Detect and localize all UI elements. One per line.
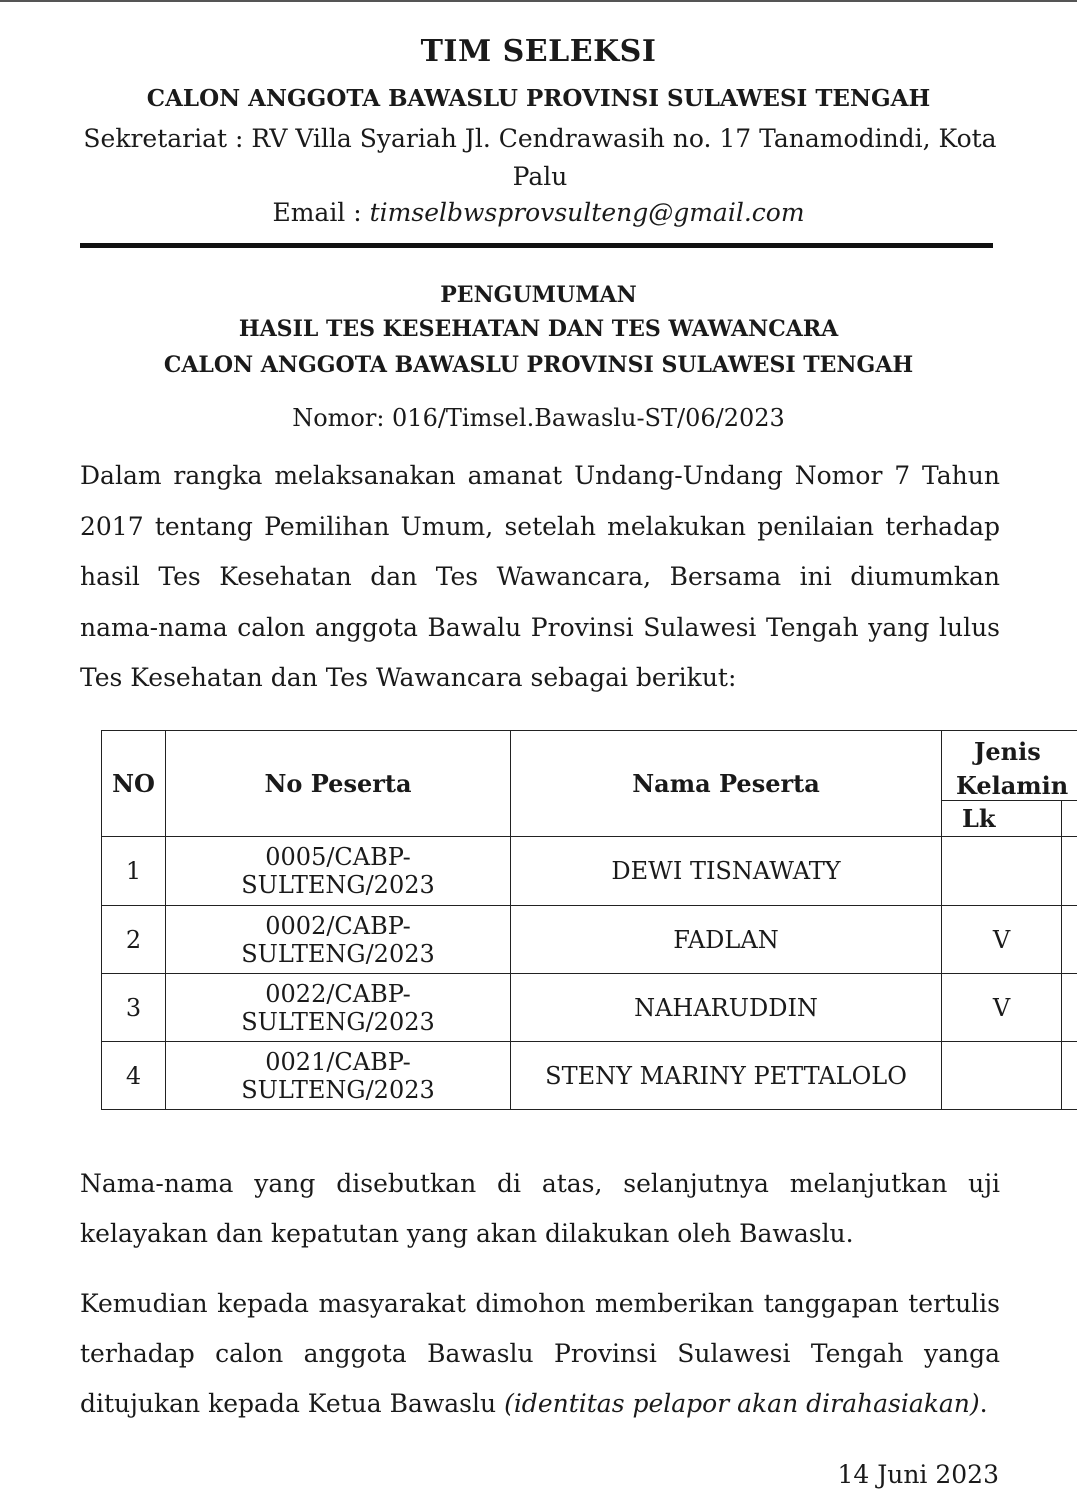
header-subtitle: CALON ANGGOTA BAWASLU PROVINSI SULAWESI TENGAH	[146, 85, 931, 112]
table-subheader-row	[102, 801, 1077, 837]
cell-nama: STENY MARINY PETTALOLO	[511, 1042, 942, 1110]
header-nama-peserta: Nama Peserta	[511, 731, 942, 837]
header-no-peserta: No Peserta	[166, 731, 511, 837]
intro-paragraph: Dalam rangka melaksanakan amanat Undang-Undang Nomor 7 Tahun 2017 tentang Pemilihan Umum, setelah melakukan penilaian terhadap hasil Tes Kesehatan dan Tes Wawancara, Bersama ini diumumkan nama-nama calon anggota Bawalu Provinsi Sulawesi Tengah yang lulus Tes Kesehatan dan Tes Wawancara sebagai berikut:	[80, 461, 1000, 692]
peserta-line-2: SULTENG/2023	[241, 871, 435, 899]
peserta-line-2: SULTENG/2023	[241, 939, 435, 968]
header-no: NO	[102, 731, 166, 837]
cell-no: 2	[102, 906, 166, 974]
cell-no: 4	[102, 1042, 166, 1110]
announcement-title: PENGUMUMAN	[440, 282, 637, 308]
cell-no: 3	[102, 974, 166, 1042]
cell-no-peserta	[166, 974, 511, 1042]
cell-no-peserta	[166, 837, 511, 906]
cell-lk	[942, 1042, 1062, 1110]
header-address: Sekretariat : RV Villa Syariah Jl. Cendrawasih no. 17 Tanamodindi, Kota Palu	[83, 124, 997, 191]
peserta-line-2: SULTENG/2023	[241, 1075, 435, 1104]
public-response-paragraph	[80, 1279, 1000, 1429]
followup-paragraph: Nama-nama yang disebutkan di atas, selanjutnya melanjutkan uji kelayakan dan kepatutan yang akan dilakukan oleh Bawaslu.	[80, 1169, 1000, 1248]
cell-no-peserta	[166, 1042, 511, 1110]
cell-nama: NAHARUDDIN	[511, 974, 942, 1042]
table-row	[102, 837, 1077, 906]
cell-lk	[942, 837, 1062, 906]
peserta-line-1: 0005/CABP-	[265, 843, 411, 871]
email-label: Email :	[272, 198, 370, 227]
header-email	[0, 198, 1077, 227]
cell-no-peserta	[166, 906, 511, 974]
announcement-subject-2: CALON ANGGOTA BAWASLU PROVINSI SULAWESI TENGAH	[163, 352, 914, 378]
header-kelamin-label: Kelamin	[956, 771, 1069, 800]
cell-nama: FADLAN	[511, 906, 942, 974]
peserta-line-1: 0021/CABP-	[265, 1047, 411, 1076]
cell-lk: V	[942, 906, 1062, 974]
cell-nama: DEWI TISNAWATY	[511, 837, 942, 906]
peserta-line-1: 0022/CABP-	[265, 979, 411, 1008]
cell-lk: V	[942, 974, 1062, 1042]
header-jenis-label: Jenis	[974, 737, 1041, 766]
table-row	[102, 1042, 1077, 1110]
results-table-body	[101, 800, 1077, 1110]
peserta-line-2: SULTENG/2023	[241, 1007, 435, 1036]
confidentiality-note: (identitas pelapor akan dirahasiakan)	[504, 1389, 980, 1418]
header-lk: Lk	[942, 801, 1062, 837]
public-response-text: Kemudian kepada masyarakat dimohon memberikan tanggapan tertulis terhadap calon anggota Bawaslu Provinsi Sulawesi Tengah yanga ditujukan kepada Ketua Bawaslu	[80, 1289, 1000, 1418]
paragraph-end: .	[979, 1389, 988, 1418]
table-row	[102, 974, 1077, 1042]
email-address: timselbwsprovsulteng@gmail.com	[369, 198, 805, 227]
table-row	[102, 906, 1077, 974]
announcement-number: Nomor: 016/Timsel.Bawaslu-ST/06/2023	[292, 404, 785, 432]
cell-no: 1	[102, 837, 166, 906]
header-title: TIM SELEKSI	[420, 34, 657, 69]
top-edge-line	[0, 0, 1077, 2]
peserta-line-1: 0002/CABP-	[265, 911, 411, 940]
announcement-subject: HASIL TES KESEHATAN DAN TES WAWANCARA	[238, 316, 839, 342]
header-divider	[80, 243, 993, 248]
document-date: 14 Juni 2023	[837, 1460, 999, 1489]
